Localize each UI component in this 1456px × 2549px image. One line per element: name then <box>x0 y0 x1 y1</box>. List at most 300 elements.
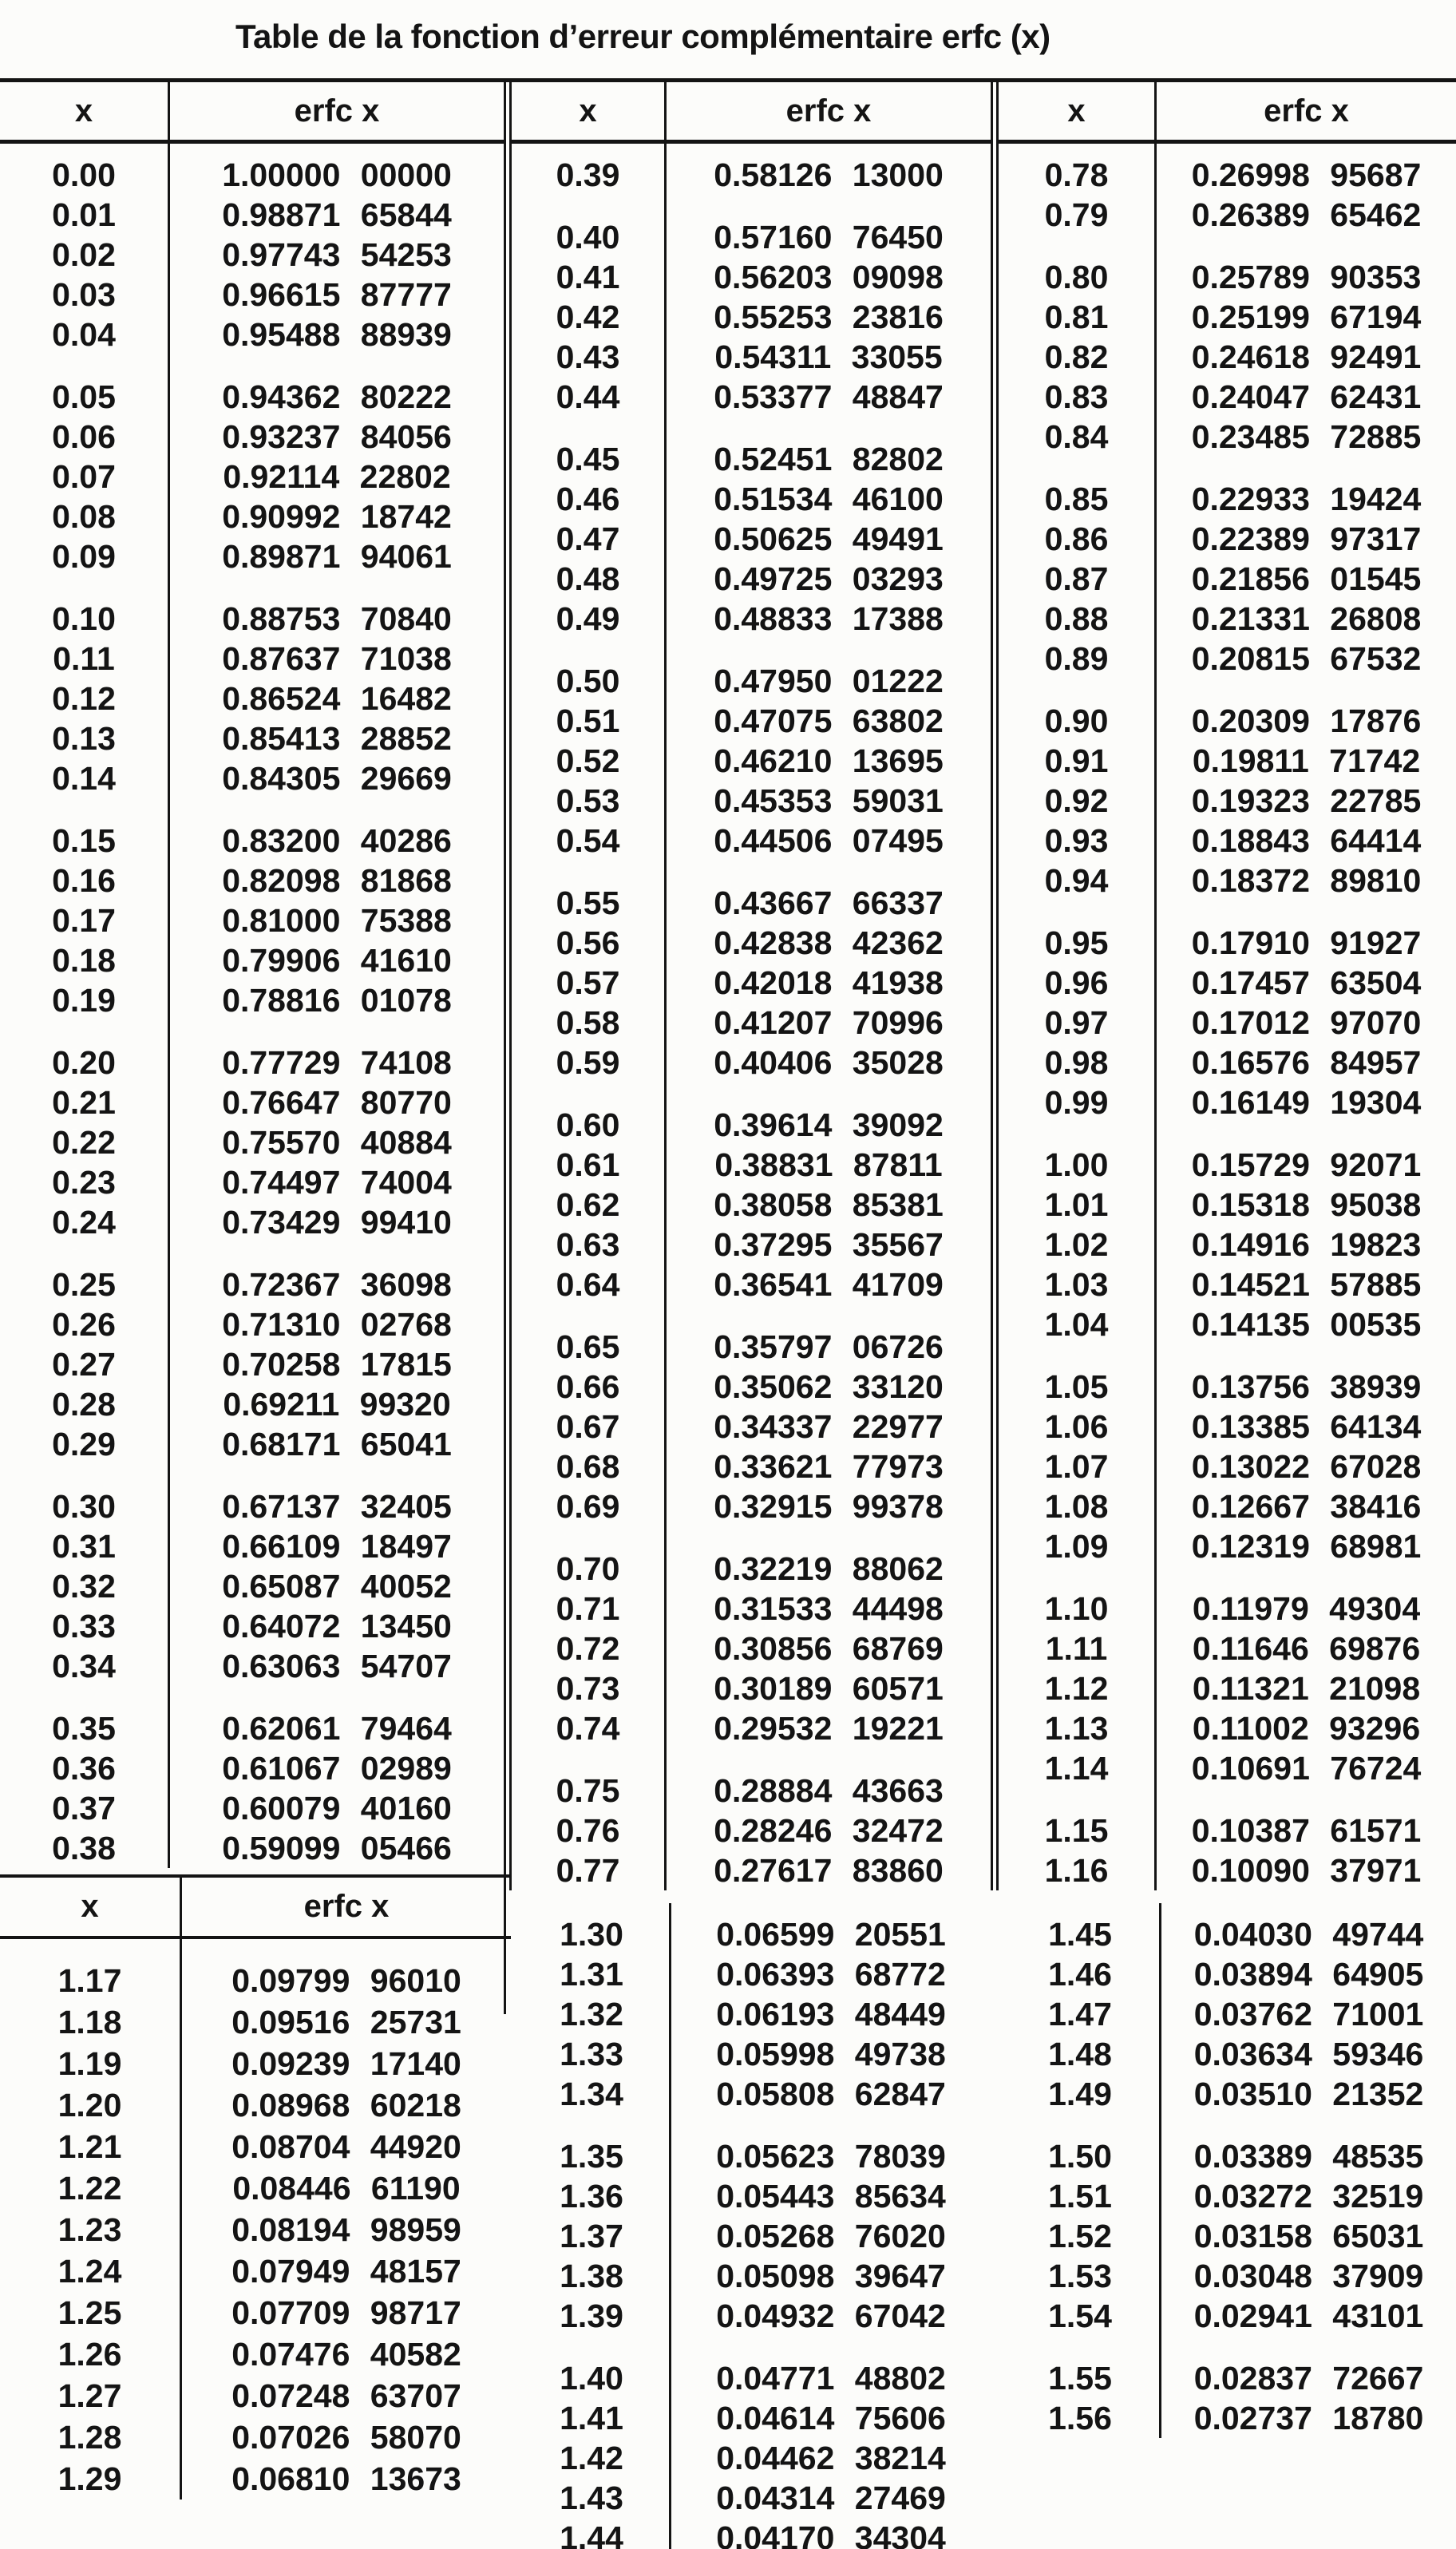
x-column <box>0 144 170 1868</box>
x-value: 1.44 <box>560 2519 623 2549</box>
x-column-header: x <box>999 82 1157 140</box>
x-value: 0.78 <box>1044 156 1109 193</box>
x-value: 0.08 <box>52 498 116 535</box>
x-value: 0.22 <box>52 1124 116 1161</box>
erfc-value: 0.38058 85381 <box>714 1186 944 1223</box>
erfc-value: 0.06193 48449 <box>716 1996 946 2032</box>
erfc-value: 0.18843 64414 <box>1191 822 1422 859</box>
erfc-value: 0.05443 85634 <box>716 2178 946 2215</box>
x-value: 0.63 <box>556 1226 620 1263</box>
x-value: 0.38 <box>52 1830 116 1866</box>
erfc-value: 0.26998 95687 <box>1191 156 1422 193</box>
erfc-value: 0.14521 57885 <box>1191 1266 1422 1303</box>
x-column <box>999 144 1157 1890</box>
erfc-value: 0.25199 67194 <box>1191 299 1422 335</box>
x-value: 1.29 <box>57 2460 122 2497</box>
erfc-value: 0.25789 90353 <box>1191 259 1422 295</box>
table-body <box>0 144 504 1868</box>
erfc-value: 0.40406 35028 <box>714 1044 944 1081</box>
table-block-6 <box>1001 1903 1456 2438</box>
erfc-value: 0.24047 62431 <box>1191 378 1422 415</box>
x-value: 0.82 <box>1044 338 1109 375</box>
x-value: 0.89 <box>1044 640 1109 677</box>
erfc-value: 0.27617 83860 <box>714 1852 944 1889</box>
erfc-column-header: erfc x <box>1264 93 1349 129</box>
erfc-value: 0.74497 74004 <box>222 1164 452 1201</box>
x-value: 1.17 <box>57 1962 122 1999</box>
erfc-value: 0.47950 01222 <box>714 663 944 699</box>
erfc-table-top <box>0 78 1456 1890</box>
erfc-value: 1.00000 00000 <box>222 156 452 193</box>
x-value: 1.28 <box>57 2419 122 2456</box>
erfc-value: 0.04170 34304 <box>716 2519 946 2549</box>
x-value: 1.19 <box>57 2045 122 2082</box>
erfc-value: 0.12667 38416 <box>1191 1488 1422 1525</box>
x-value: 0.33 <box>52 1608 116 1645</box>
erfc-value: 0.14916 19823 <box>1191 1226 1422 1263</box>
x-value: 1.23 <box>57 2211 122 2248</box>
erfc-value: 0.16576 84957 <box>1191 1044 1422 1081</box>
erfc-value: 0.72367 36098 <box>222 1266 452 1303</box>
erfc-value: 0.64072 13450 <box>222 1608 452 1645</box>
x-value: 0.39 <box>556 156 620 193</box>
x-value: 1.07 <box>1044 1448 1109 1485</box>
erfc-value: 0.06810 13673 <box>231 2460 461 2497</box>
x-value: 1.14 <box>1044 1750 1109 1787</box>
table-block-3 <box>991 82 1456 1890</box>
x-value: 0.31 <box>52 1528 116 1565</box>
x-value: 0.40 <box>556 219 620 255</box>
erfc-value: 0.37295 35567 <box>714 1226 944 1263</box>
x-value: 1.27 <box>57 2377 122 2414</box>
erfc-value: 0.11979 49304 <box>1192 1590 1421 1627</box>
table-body <box>999 144 1456 1890</box>
x-value: 0.35 <box>52 1710 116 1747</box>
x-value: 0.71 <box>556 1590 620 1627</box>
erfc-value: 0.57160 76450 <box>714 219 944 255</box>
erfc-value: 0.54311 33055 <box>714 338 943 375</box>
x-value: 1.51 <box>1048 2178 1112 2215</box>
x-value: 1.00 <box>1044 1146 1109 1183</box>
x-value: 1.33 <box>560 2036 623 2072</box>
x-value: 1.56 <box>1048 2400 1112 2436</box>
x-value: 0.17 <box>52 902 116 939</box>
x-value: 0.05 <box>52 378 116 415</box>
x-value: 1.46 <box>1048 1956 1112 1993</box>
erfc-value: 0.13022 67028 <box>1191 1448 1422 1485</box>
erfc-value: 0.02737 18780 <box>1193 2400 1424 2436</box>
x-value: 0.94 <box>1044 862 1109 899</box>
x-value: 1.11 <box>1045 1630 1108 1667</box>
x-value: 0.10 <box>52 600 116 637</box>
x-value: 0.98 <box>1044 1044 1109 1081</box>
erfc-column <box>182 1939 511 2500</box>
erfc-value: 0.21856 01545 <box>1191 560 1422 597</box>
erfc-value: 0.70258 17815 <box>222 1346 452 1383</box>
x-value: 1.15 <box>1044 1812 1109 1849</box>
x-value: 0.09 <box>52 538 116 575</box>
erfc-value: 0.10387 61571 <box>1191 1812 1422 1849</box>
erfc-value: 0.29532 19221 <box>714 1710 944 1747</box>
x-value: 0.87 <box>1044 560 1109 597</box>
x-value: 0.19 <box>52 982 116 1019</box>
x-value: 0.74 <box>556 1710 620 1747</box>
x-value: 1.39 <box>560 2298 623 2334</box>
erfc-value: 0.30189 60571 <box>714 1670 944 1707</box>
x-value: 1.02 <box>1044 1226 1109 1263</box>
erfc-value: 0.35797 06726 <box>714 1328 944 1365</box>
erfc-value: 0.04314 27469 <box>716 2480 946 2516</box>
x-value: 0.84 <box>1044 418 1109 455</box>
x-value: 1.40 <box>560 2360 623 2397</box>
x-value: 1.03 <box>1044 1266 1109 1303</box>
table-header <box>0 82 504 144</box>
erfc-value: 0.76647 80770 <box>222 1084 452 1121</box>
x-column-header: x <box>0 82 170 140</box>
x-value: 1.38 <box>560 2258 623 2294</box>
erfc-value: 0.07949 48157 <box>231 2253 461 2290</box>
erfc-column <box>1161 1903 1456 2438</box>
erfc-value: 0.45353 59031 <box>714 782 944 819</box>
x-value: 0.57 <box>556 964 620 1001</box>
x-value: 0.95 <box>1044 924 1109 961</box>
erfc-value: 0.28884 43663 <box>714 1772 944 1809</box>
erfc-value: 0.19811 71742 <box>1192 742 1421 779</box>
table-header <box>512 82 991 144</box>
erfc-value: 0.60079 40160 <box>222 1790 452 1827</box>
x-value: 1.48 <box>1048 2036 1112 2072</box>
erfc-value: 0.49725 03293 <box>714 560 944 597</box>
erfc-column <box>667 144 991 1890</box>
x-value: 0.88 <box>1044 600 1109 637</box>
erfc-value: 0.71310 02768 <box>222 1306 452 1343</box>
x-value: 0.04 <box>52 316 116 353</box>
table-header <box>999 82 1456 144</box>
erfc-column <box>170 144 504 1868</box>
erfc-value: 0.12319 68981 <box>1191 1528 1422 1565</box>
erfc-value: 0.10090 37971 <box>1191 1852 1422 1889</box>
table-header <box>0 1878 511 1939</box>
x-value: 0.02 <box>52 236 116 273</box>
x-value: 0.43 <box>556 338 620 375</box>
x-value: 0.68 <box>556 1448 620 1485</box>
x-value: 0.77 <box>556 1852 620 1889</box>
x-value: 1.26 <box>57 2336 122 2373</box>
table-block-1 <box>0 82 504 1890</box>
x-value: 0.58 <box>556 1004 620 1041</box>
erfc-value: 0.19323 22785 <box>1191 782 1422 819</box>
erfc-value: 0.26389 65462 <box>1191 196 1422 233</box>
erfc-value: 0.14135 00535 <box>1191 1306 1422 1343</box>
erfc-value: 0.05998 49738 <box>716 2036 946 2072</box>
x-value: 0.28 <box>52 1386 116 1423</box>
erfc-value: 0.48833 17388 <box>714 600 944 637</box>
erfc-column-header: erfc x <box>785 93 872 129</box>
x-value: 1.24 <box>57 2253 122 2290</box>
erfc-value: 0.93237 84056 <box>222 418 452 455</box>
erfc-value: 0.81000 75388 <box>222 902 452 939</box>
x-value: 0.90 <box>1044 703 1109 739</box>
erfc-value: 0.03634 59346 <box>1193 2036 1424 2072</box>
erfc-value: 0.42018 41938 <box>714 964 944 1001</box>
erfc-column-header: erfc x <box>294 93 380 129</box>
x-value: 0.32 <box>52 1568 116 1605</box>
erfc-value: 0.20815 67532 <box>1191 640 1422 677</box>
erfc-value: 0.04614 75606 <box>716 2400 946 2436</box>
x-value: 0.53 <box>556 782 620 819</box>
table-body <box>0 1939 511 2500</box>
column-divider <box>504 1874 506 2014</box>
x-value: 1.01 <box>1044 1186 1109 1223</box>
table-block-5 <box>514 1903 991 2549</box>
x-value: 1.31 <box>560 1956 623 1993</box>
erfc-value: 0.21331 26808 <box>1191 600 1422 637</box>
erfc-value: 0.05623 78039 <box>716 2138 946 2175</box>
erfc-value: 0.46210 13695 <box>714 742 944 779</box>
x-value: 1.35 <box>560 2138 623 2175</box>
x-value: 0.46 <box>556 481 620 517</box>
erfc-value: 0.13385 64134 <box>1191 1408 1422 1445</box>
x-value: 0.01 <box>52 196 116 233</box>
x-value: 0.69 <box>556 1488 620 1525</box>
x-value: 0.67 <box>556 1408 620 1445</box>
x-value: 0.79 <box>1044 196 1109 233</box>
x-value: 1.42 <box>560 2440 623 2476</box>
x-value: 0.66 <box>556 1368 620 1405</box>
erfc-value: 0.90992 18742 <box>222 498 452 535</box>
erfc-value: 0.13756 38939 <box>1191 1368 1422 1405</box>
erfc-value: 0.17012 97070 <box>1191 1004 1422 1041</box>
erfc-value: 0.73429 99410 <box>222 1204 452 1241</box>
x-value: 1.49 <box>1048 2076 1112 2112</box>
x-column <box>512 144 667 1890</box>
erfc-value: 0.07709 98717 <box>231 2294 461 2331</box>
x-value: 0.49 <box>556 600 620 637</box>
x-value: 1.54 <box>1048 2298 1112 2334</box>
erfc-value: 0.08968 60218 <box>231 2087 461 2124</box>
x-value: 0.44 <box>556 378 620 415</box>
erfc-value: 0.03389 48535 <box>1193 2138 1424 2175</box>
x-value: 0.45 <box>556 441 620 477</box>
erfc-value: 0.22389 97317 <box>1191 520 1422 557</box>
erfc-value: 0.44506 07495 <box>714 822 944 859</box>
x-value: 0.83 <box>1044 378 1109 415</box>
erfc-value: 0.78816 01078 <box>222 982 452 1019</box>
erfc-value: 0.86524 16482 <box>222 680 452 717</box>
erfc-value: 0.43667 66337 <box>714 885 944 921</box>
x-value: 1.36 <box>560 2178 623 2215</box>
erfc-value: 0.17457 63504 <box>1191 964 1422 1001</box>
erfc-value: 0.65087 40052 <box>222 1568 452 1605</box>
x-value: 0.60 <box>556 1106 620 1143</box>
x-value: 0.06 <box>52 418 116 455</box>
erfc-value: 0.09799 96010 <box>231 1962 461 1999</box>
x-value: 0.72 <box>556 1630 620 1667</box>
erfc-value: 0.32219 88062 <box>714 1550 944 1587</box>
erfc-value: 0.59099 05466 <box>222 1830 452 1866</box>
x-value: 0.20 <box>52 1044 116 1081</box>
erfc-value: 0.56203 09098 <box>714 259 944 295</box>
x-value: 0.93 <box>1044 822 1109 859</box>
erfc-value: 0.03272 32519 <box>1193 2178 1424 2215</box>
x-value: 1.50 <box>1048 2138 1112 2175</box>
erfc-value: 0.03762 71001 <box>1193 1996 1424 2032</box>
x-value: 0.29 <box>52 1426 116 1463</box>
x-value: 1.32 <box>560 1996 623 2032</box>
erfc-value: 0.84305 29669 <box>222 760 452 797</box>
erfc-value: 0.08704 44920 <box>231 2128 461 2165</box>
x-value: 0.34 <box>52 1648 116 1684</box>
erfc-value: 0.68171 65041 <box>222 1426 452 1463</box>
x-value: 1.22 <box>57 2170 122 2207</box>
erfc-value: 0.04771 48802 <box>716 2360 946 2397</box>
x-value: 1.18 <box>57 2004 122 2040</box>
erfc-value: 0.05268 76020 <box>716 2218 946 2254</box>
erfc-value: 0.51534 46100 <box>714 481 944 517</box>
x-value: 0.62 <box>556 1186 620 1223</box>
x-value: 0.50 <box>556 663 620 699</box>
erfc-value: 0.87637 71038 <box>222 640 452 677</box>
erfc-value: 0.15729 92071 <box>1191 1146 1422 1183</box>
x-value: 0.12 <box>52 680 116 717</box>
x-value: 1.47 <box>1048 1996 1112 2032</box>
erfc-value: 0.11002 93296 <box>1192 1710 1421 1747</box>
x-value: 1.55 <box>1048 2360 1112 2397</box>
erfc-value: 0.06393 68772 <box>716 1956 946 1993</box>
x-value: 0.91 <box>1044 742 1109 779</box>
x-value: 0.59 <box>556 1044 620 1081</box>
erfc-column <box>671 1903 991 2549</box>
x-value: 0.70 <box>556 1550 620 1587</box>
x-value: 0.96 <box>1044 964 1109 1001</box>
x-value: 1.13 <box>1044 1710 1109 1747</box>
erfc-value: 0.42838 42362 <box>714 924 944 961</box>
erfc-value: 0.07476 40582 <box>231 2336 461 2373</box>
x-value: 0.81 <box>1044 299 1109 335</box>
table-block-4 <box>0 1874 511 2500</box>
x-value: 1.34 <box>560 2076 623 2112</box>
x-value: 0.55 <box>556 885 620 921</box>
erfc-value: 0.23485 72885 <box>1191 418 1422 455</box>
erfc-value: 0.85413 28852 <box>222 720 452 757</box>
erfc-value: 0.92114 22802 <box>223 458 451 495</box>
erfc-value: 0.04030 49744 <box>1193 1916 1424 1953</box>
x-value: 1.20 <box>57 2087 122 2124</box>
erfc-value: 0.03048 37909 <box>1193 2258 1424 2294</box>
x-value: 0.48 <box>556 560 620 597</box>
x-value: 0.16 <box>52 862 116 899</box>
erfc-value: 0.77729 74108 <box>222 1044 452 1081</box>
erfc-value: 0.18372 89810 <box>1191 862 1422 899</box>
erfc-value: 0.03894 64905 <box>1193 1956 1424 1993</box>
x-value: 0.56 <box>556 924 620 961</box>
x-value: 0.14 <box>52 760 116 797</box>
erfc-column-header: erfc x <box>303 1889 390 1924</box>
erfc-value: 0.04932 67042 <box>716 2298 946 2334</box>
x-value: 1.06 <box>1044 1408 1109 1445</box>
erfc-value: 0.24618 92491 <box>1191 338 1422 375</box>
x-value: 0.25 <box>52 1266 116 1303</box>
erfc-value: 0.41207 70996 <box>714 1004 944 1041</box>
erfc-value: 0.62061 79464 <box>222 1710 452 1747</box>
table-body <box>512 144 991 1890</box>
x-value: 0.27 <box>52 1346 116 1383</box>
erfc-value: 0.95488 88939 <box>222 316 452 353</box>
x-value: 0.85 <box>1044 481 1109 517</box>
erfc-value: 0.11321 21098 <box>1192 1670 1421 1707</box>
x-value: 0.61 <box>556 1146 620 1183</box>
erfc-value: 0.35062 33120 <box>714 1368 944 1405</box>
erfc-value: 0.17910 91927 <box>1191 924 1422 961</box>
erfc-value: 0.07026 58070 <box>231 2419 461 2456</box>
erfc-value: 0.36541 41709 <box>714 1266 944 1303</box>
erfc-value: 0.79906 41610 <box>222 942 452 979</box>
x-value: 0.80 <box>1044 259 1109 295</box>
x-value: 0.18 <box>52 942 116 979</box>
x-value: 0.21 <box>52 1084 116 1121</box>
erfc-value: 0.58126 13000 <box>714 156 944 193</box>
erfc-value: 0.69211 99320 <box>223 1386 451 1423</box>
erfc-value: 0.03510 21352 <box>1193 2076 1424 2112</box>
x-value: 0.15 <box>52 822 116 859</box>
x-value: 1.43 <box>560 2480 623 2516</box>
x-value: 1.52 <box>1048 2218 1112 2254</box>
x-value: 0.37 <box>52 1790 116 1827</box>
erfc-value: 0.10691 76724 <box>1191 1750 1422 1787</box>
erfc-value: 0.38831 87811 <box>714 1146 943 1183</box>
erfc-value: 0.08446 61190 <box>232 2170 461 2207</box>
erfc-value: 0.52451 82802 <box>714 441 944 477</box>
x-value: 0.41 <box>556 259 620 295</box>
erfc-value: 0.20309 17876 <box>1191 703 1422 739</box>
x-value: 1.45 <box>1048 1916 1112 1953</box>
erfc-value: 0.28246 32472 <box>714 1812 944 1849</box>
erfc-value: 0.88753 70840 <box>222 600 452 637</box>
erfc-value: 0.22933 19424 <box>1191 481 1422 517</box>
x-value: 1.04 <box>1044 1306 1109 1343</box>
x-value: 0.52 <box>556 742 620 779</box>
erfc-value: 0.34337 22977 <box>714 1408 944 1445</box>
erfc-value: 0.05808 62847 <box>716 2076 946 2112</box>
x-value: 0.11 <box>53 640 115 677</box>
erfc-value: 0.47075 63802 <box>714 703 944 739</box>
x-value: 1.30 <box>560 1916 623 1953</box>
x-value: 0.54 <box>556 822 620 859</box>
erfc-value: 0.67137 32405 <box>222 1488 452 1525</box>
x-value: 1.08 <box>1044 1488 1109 1525</box>
erfc-value: 0.33621 77973 <box>714 1448 944 1485</box>
erfc-value: 0.16149 19304 <box>1191 1084 1422 1121</box>
erfc-value: 0.98871 65844 <box>222 196 452 233</box>
x-value: 1.53 <box>1048 2258 1112 2294</box>
x-value: 0.42 <box>556 299 620 335</box>
erfc-value: 0.03158 65031 <box>1193 2218 1424 2254</box>
x-value: 1.12 <box>1044 1670 1109 1707</box>
erfc-value: 0.07248 63707 <box>231 2377 461 2414</box>
x-value: 0.24 <box>52 1204 116 1241</box>
x-value: 0.51 <box>556 703 620 739</box>
erfc-value: 0.30856 68769 <box>714 1630 944 1667</box>
erfc-value: 0.06599 20551 <box>716 1916 946 1953</box>
x-value: 0.26 <box>52 1306 116 1343</box>
table-block-2 <box>504 82 991 1890</box>
erfc-value: 0.61067 02989 <box>222 1750 452 1787</box>
erfc-value: 0.32915 99378 <box>714 1488 944 1525</box>
x-column-header: x <box>0 1878 182 1936</box>
erfc-value: 0.53377 48847 <box>714 378 944 415</box>
erfc-value: 0.11646 69876 <box>1192 1630 1421 1667</box>
erfc-value: 0.55253 23816 <box>714 299 944 335</box>
